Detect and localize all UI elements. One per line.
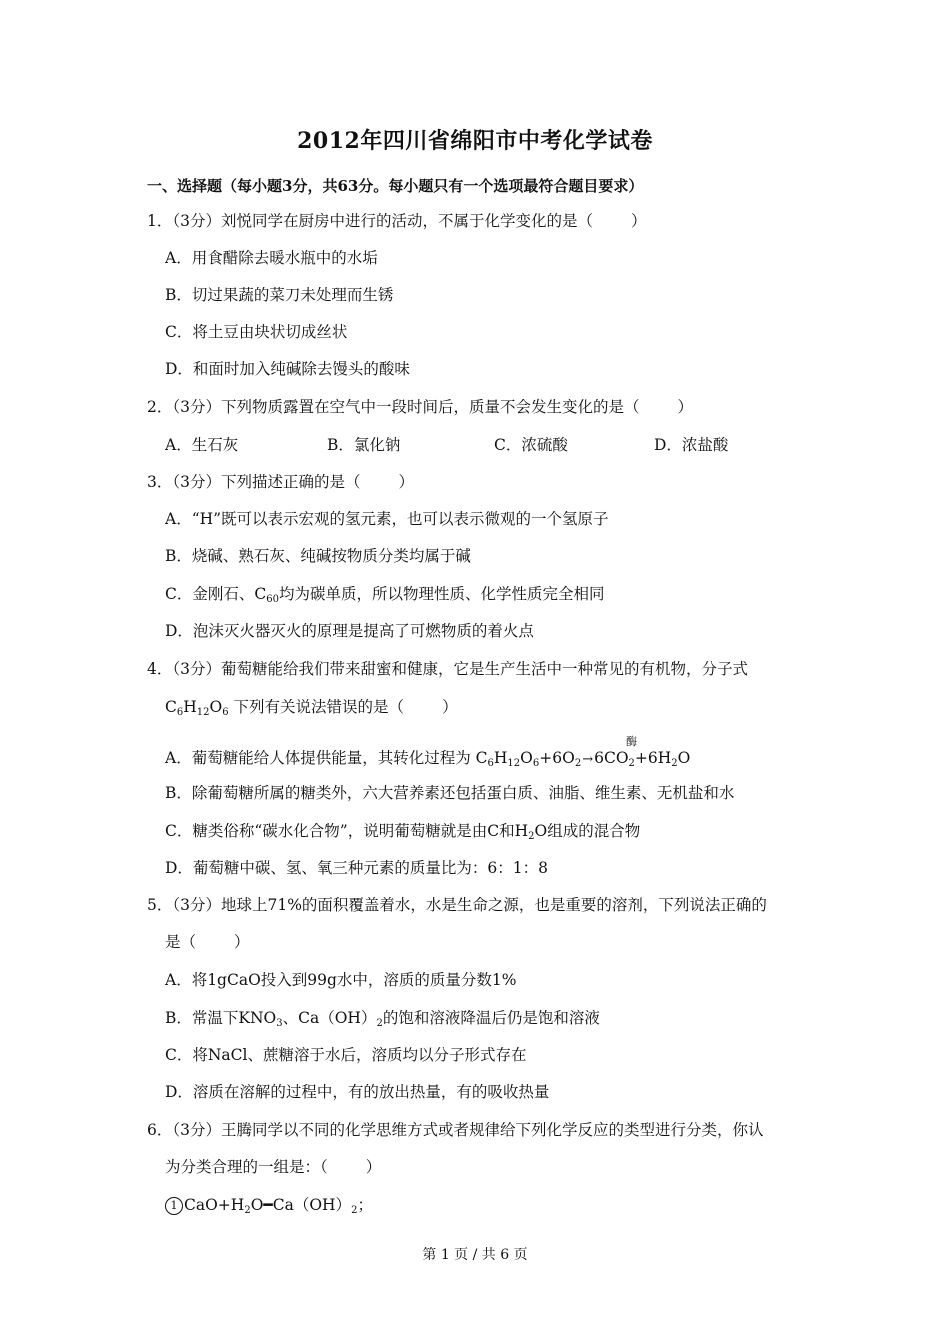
- q3-option-b: B．烧碱、熟石灰、纯碱按物质分类均属于碱: [165, 547, 471, 565]
- q1-option-b: B．切过果蔬的菜刀未处理而生锈: [165, 286, 394, 304]
- question-5-stem: 5．（3分）地球上71%的面积覆盖着水，水是生命之源，也是重要的溶剂，下列说法正确的: [147, 896, 767, 914]
- question-6-stem: 6．（3分）王腾同学以不同的化学思维方式或者规律给下列化学反应的类型进行分类，你认: [147, 1121, 764, 1139]
- q1-option-d: D．和面时加入纯碱除去馒头的酸味: [165, 360, 410, 378]
- question-1-stem: 1．（3分）刘悦同学在厨房中进行的活动，不属于化学变化的是（ ）: [147, 212, 647, 230]
- circled-number-icon: 1: [165, 1197, 183, 1215]
- page-title: 2012年四川省绵阳市中考化学试卷: [297, 128, 653, 154]
- q5-option-c: C．将NaCl、蔗糖溶于水后，溶质均以分子形式存在: [165, 1046, 527, 1064]
- q4-option-d: D．葡萄糖中碳、氢、氧三种元素的质量比为：6：1：8: [165, 859, 549, 877]
- q6-equation-1: 1 $CaO+H_2O━Ca(OH)_2$；: [165, 1195, 373, 1215]
- question-4-stem: 4．（3分）葡萄糖能给我们带来甜蜜和健康，它是生产生活中一种常见的有机物，分子式: [147, 660, 748, 678]
- q2-option-b: B．氯化钠: [327, 436, 401, 454]
- q3-option-c: C．金刚石、$C_{60}$均为碳单质，所以物理性质、化学性质完全相同: [165, 585, 605, 605]
- question-6-stem-continued: 为分类合理的一组是：（ ）: [165, 1158, 382, 1176]
- q4-option-a: A．葡萄糖能给人体提供能量，其转化过程为 $C_6H_{12}O_6+6O_2\to 6CO_2+6H_2O$: [165, 749, 691, 769]
- q2-option-a: A．生石灰: [165, 436, 239, 454]
- q5-option-d: D．溶质在溶解的过程中，有的放出热量，有的吸收热量: [165, 1083, 550, 1101]
- formula-glucose: $C_6H_{12}O_6$: [165, 698, 229, 718]
- question-5-stem-continued: 是（ ）: [165, 933, 250, 951]
- question-3-stem: 3．（3分）下列描述正确的是（ ）: [147, 473, 414, 491]
- q5-option-a: A．将1gCaO投入到99g水中，溶质的质量分数1%: [165, 971, 517, 989]
- reaction-equation: $C_6H_{12}O_6+6O_2\to 6CO_2+6H_2O$: [475, 749, 691, 769]
- q3-option-d: D．泡沫灭火器灭火的原理是提高了可燃物质的着火点: [165, 622, 534, 640]
- question-4-stem-continued: $C_6H_{12}O_6$ 下列有关说法错误的是（ ）: [165, 698, 458, 718]
- reaction-arrow-icon: →: [582, 752, 594, 767]
- q3-option-a: A．“H”既可以表示宏观的氢元素，也可以表示微观的一个氢原子: [165, 510, 609, 528]
- q2-option-c: C．浓硫酸: [494, 436, 568, 454]
- enzyme-label: 酶: [626, 735, 637, 748]
- q1-option-c: C．将土豆由块状切成丝状: [165, 323, 348, 341]
- page-footer: 第 1 页 / 共 6 页: [422, 1247, 528, 1263]
- q4-option-c: C．糖类俗称“碳水化合物”，说明葡萄糖就是由C和$H_2O$组成的混合物: [165, 822, 641, 842]
- question-2-stem: 2．（3分）下列物质露置在空气中一段时间后，质量不会发生变化的是（ ）: [147, 398, 693, 416]
- section-heading: 一、选择题（每小题3分，共63分。每小题只有一个选项最符合题目要求）: [147, 177, 644, 195]
- q2-option-d: D．浓盐酸: [654, 436, 729, 454]
- q1-option-a: A．用食醋除去暖水瓶中的水垢: [165, 249, 378, 267]
- q5-option-b: B．常温下$KNO_3$、$Ca(OH)_2$的饱和溶液降温后仍是饱和溶液: [165, 1009, 600, 1029]
- q4-option-b: B．除葡萄糖所属的糖类外，六大营养素还包括蛋白质、油脂、维生素、无机盐和水: [165, 784, 735, 802]
